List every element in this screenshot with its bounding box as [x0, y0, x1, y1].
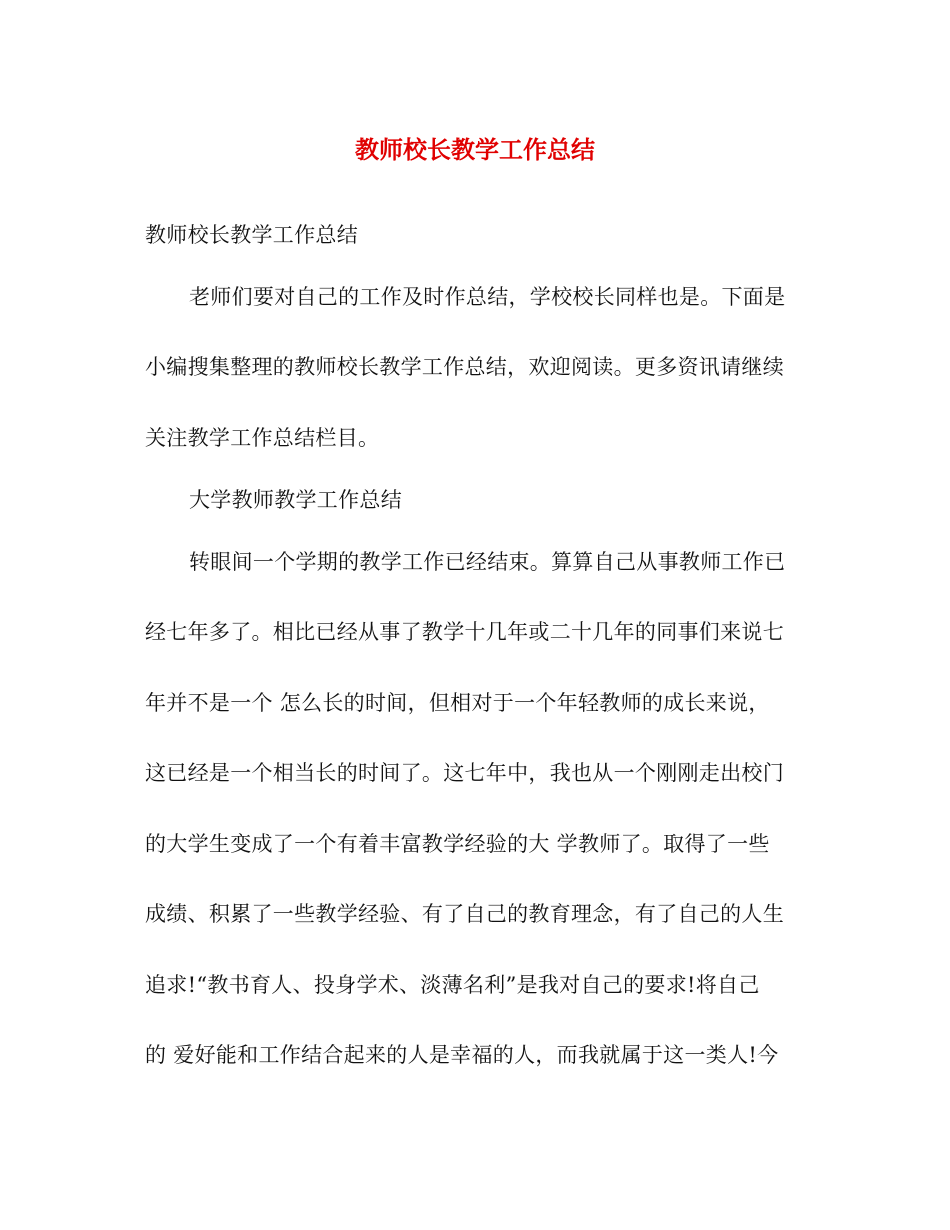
document-title: 教师校长教学工作总结: [355, 135, 595, 164]
intro-line: 关注教学工作总结栏目。: [145, 426, 380, 450]
body-line: 成绩、积累了一些教学经验、有了自己的教育理念，有了自己的人生: [145, 902, 784, 926]
body-line: 追求!“教书育人、投身学术、淡薄名利”是我对自己的要求!将自己: [145, 973, 760, 997]
body-line: 的大学生变成了一个有着丰富教学经验的大 学教师了。取得了一些: [145, 832, 770, 856]
body-line: 的 爱好能和工作结合起来的人是幸福的人，而我就属于这一类人!今: [145, 1043, 779, 1067]
intro-line: 老师们要对自己的工作及时作总结，学校校长同样也是。下面是: [189, 285, 786, 309]
section-heading: 大学教师教学工作总结: [189, 488, 402, 512]
body-line: 年并不是一个 怎么长的时间，但相对于一个年轻教师的成长来说，: [145, 691, 770, 715]
body-line: 转眼间一个学期的教学工作已经结束。算算自己从事教师工作已: [189, 550, 786, 574]
body-line: 这已经是一个相当长的时间了。这七年中，我也从一个刚刚走出校门: [145, 761, 784, 785]
document-subtitle: 教师校长教学工作总结: [145, 223, 358, 247]
body-line: 经七年多了。相比已经从事了教学十几年或二十几年的同事们来说七: [145, 620, 784, 644]
intro-line: 小编搜集整理的教师校长教学工作总结，欢迎阅读。更多资讯请继续: [145, 355, 784, 379]
